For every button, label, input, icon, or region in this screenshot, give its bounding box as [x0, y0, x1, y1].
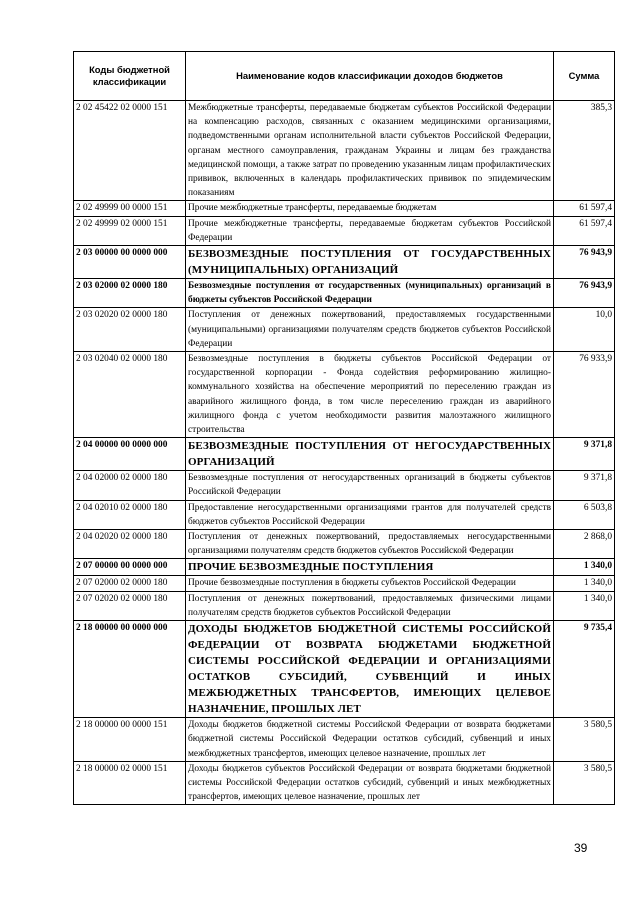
table-row [74, 279, 615, 308]
row-code: 2 04 00000 00 0000 000 [74, 438, 186, 471]
row-amount: 3 580,5 [554, 718, 615, 762]
row-code: 2 02 45422 02 0000 151 [74, 101, 186, 201]
row-code: 2 03 02020 02 0000 180 [74, 308, 186, 352]
row-name: Поступления от денежных пожертвований, предоставляемых негосударственными организациями получателям средств бюджетов субъектов Российской Федерации [186, 530, 554, 559]
row-name: Поступления от денежных пожертвований, предоставляемых государственными (муниципальными) организациями получателям средств бюджетов субъектов Российской Федерации [186, 308, 554, 352]
row-amount: 76 933,9 [554, 352, 615, 438]
table-row [74, 718, 615, 762]
budget-revenue-table [73, 51, 615, 805]
table-row [74, 471, 615, 500]
row-code: 2 18 00000 02 0000 151 [74, 761, 186, 805]
row-amount: 76 943,9 [554, 246, 615, 279]
row-amount: 1 340,0 [554, 559, 615, 576]
header-name: Наименование кодов классификации доходов бюджетов [186, 52, 554, 101]
row-amount: 1 340,0 [554, 591, 615, 620]
row-name: ДОХОДЫ БЮДЖЕТОВ БЮДЖЕТНОЙ СИСТЕМЫ РОССИЙСКОЙ ФЕДЕРАЦИИ ОТ ВОЗВРАТА БЮДЖЕТАМИ БЮДЖЕТНОЙ СИСТЕМЫ РОССИЙСКОЙ ФЕДЕРАЦИИ И ОРГАНИЗАЦИЯМИ ОСТАТКОВ СУБСИДИЙ, СУБВЕНЦИЙ И ИНЫХ МЕЖБЮДЖЕТНЫХ ТРАНСФЕРТОВ, ИМЕЮЩИХ ЦЕЛЕВОЕ НАЗНАЧЕНИЕ, ПРОШЛЫХ ЛЕТ [186, 621, 554, 718]
header-code: Коды бюджетной классификации [74, 52, 186, 101]
row-name: Доходы бюджетов субъектов Российской Федерации от возврата бюджетами бюджетной системы Российской Федерации остатков субсидий, субвенций и иных межбюджетных трансфертов, имеющих целевое назначение, прошлых лет [186, 761, 554, 805]
row-amount: 385,3 [554, 101, 615, 201]
row-code: 2 18 00000 00 0000 151 [74, 718, 186, 762]
table-row [74, 201, 615, 216]
row-code: 2 04 02020 02 0000 180 [74, 530, 186, 559]
row-code: 2 02 49999 00 0000 151 [74, 201, 186, 216]
table-row [74, 500, 615, 529]
row-name: Безвозмездные поступления от негосударственных организаций в бюджеты субъектов Российской Федерации [186, 471, 554, 500]
row-code: 2 07 02020 02 0000 180 [74, 591, 186, 620]
row-amount: 2 868,0 [554, 530, 615, 559]
row-amount: 61 597,4 [554, 216, 615, 245]
row-name: Безвозмездные поступления от государственных (муниципальных) организаций в бюджеты субъектов Российской Федерации [186, 279, 554, 308]
row-code: 2 03 00000 00 0000 000 [74, 246, 186, 279]
table-row [74, 761, 615, 805]
row-amount: 6 503,8 [554, 500, 615, 529]
row-name: БЕЗВОЗМЕЗДНЫЕ ПОСТУПЛЕНИЯ ОТ ГОСУДАРСТВЕННЫХ (МУНИЦИПАЛЬНЫХ) ОРГАНИЗАЦИЙ [186, 246, 554, 279]
table-row [74, 559, 615, 576]
table-row [74, 438, 615, 471]
row-name: БЕЗВОЗМЕЗДНЫЕ ПОСТУПЛЕНИЯ ОТ НЕГОСУДАРСТВЕННЫХ ОРГАНИЗАЦИЙ [186, 438, 554, 471]
row-code: 2 04 02010 02 0000 180 [74, 500, 186, 529]
row-amount: 61 597,4 [554, 201, 615, 216]
row-code: 2 07 00000 00 0000 000 [74, 559, 186, 576]
row-code: 2 07 02000 02 0000 180 [74, 576, 186, 591]
row-code: 2 03 02000 02 0000 180 [74, 279, 186, 308]
row-name: ПРОЧИЕ БЕЗВОЗМЕЗДНЫЕ ПОСТУПЛЕНИЯ [186, 559, 554, 576]
row-amount: 9 371,8 [554, 438, 615, 471]
row-name: Безвозмездные поступления в бюджеты субъектов Российской Федерации от государственной корпорации - Фонда содействия реформированию жилищно-коммунального хозяйства на обеспечение мероприятий по переселению граждан из аварийного жилищного фонда, в том числе переселению граждан из аварийного жилищного фонда с учетом необходимости развития малоэтажного жилищного строительства [186, 352, 554, 438]
table-row [74, 576, 615, 591]
table-row [74, 308, 615, 352]
row-code: 2 03 02040 02 0000 180 [74, 352, 186, 438]
row-amount: 9 735,4 [554, 621, 615, 718]
header-amount: Сумма [554, 52, 615, 101]
row-name: Доходы бюджетов бюджетной системы Российской Федерации от возврата бюджетами бюджетной системы Российской Федерации остатков субсидий, субвенций и иных межбюджетных трансфертов, имеющих целевое назначение, прошлых лет [186, 718, 554, 762]
table-row [74, 352, 615, 438]
table-row [74, 216, 615, 245]
table-row [74, 101, 615, 201]
table-row [74, 621, 615, 718]
page-number: 39 [574, 841, 588, 855]
row-name: Прочие межбюджетные трансферты, передаваемые бюджетам [186, 201, 554, 216]
row-name: Поступления от денежных пожертвований, предоставляемых физическими лицами получателям средств бюджетов субъектов Российской Федерации [186, 591, 554, 620]
table-row [74, 246, 615, 279]
table-row [74, 591, 615, 620]
row-code: 2 04 02000 02 0000 180 [74, 471, 186, 500]
table-body [74, 101, 615, 805]
row-name: Прочие безвозмездные поступления в бюджеты субъектов Российской Федерации [186, 576, 554, 591]
table-row [74, 530, 615, 559]
row-name: Предоставление негосударственными организациями грантов для получателей средств бюджетов субъектов Российской Федерации [186, 500, 554, 529]
row-amount: 76 943,9 [554, 279, 615, 308]
table-header-row [74, 52, 615, 101]
row-amount: 10,0 [554, 308, 615, 352]
row-name: Прочие межбюджетные трансферты, передаваемые бюджетам субъектов Российской Федерации [186, 216, 554, 245]
row-amount: 1 340,0 [554, 576, 615, 591]
row-amount: 3 580,5 [554, 761, 615, 805]
row-code: 2 18 00000 00 0000 000 [74, 621, 186, 718]
row-amount: 9 371,8 [554, 471, 615, 500]
row-code: 2 02 49999 02 0000 151 [74, 216, 186, 245]
row-name: Межбюджетные трансферты, передаваемые бюджетам субъектов Российской Федерации на компенсацию расходов, связанных с оказанием медицинскими организациями, подведомственными органам исполнительной власти субъектов Российской Федерации, органам местного самоуправления, гражданам Украины и лицам без гражданства медицинской помощи, а также затрат по проведению указанным лицам профилактических прививок, включенных в календарь профилактических прививок по эпидемическим показаниям [186, 101, 554, 201]
